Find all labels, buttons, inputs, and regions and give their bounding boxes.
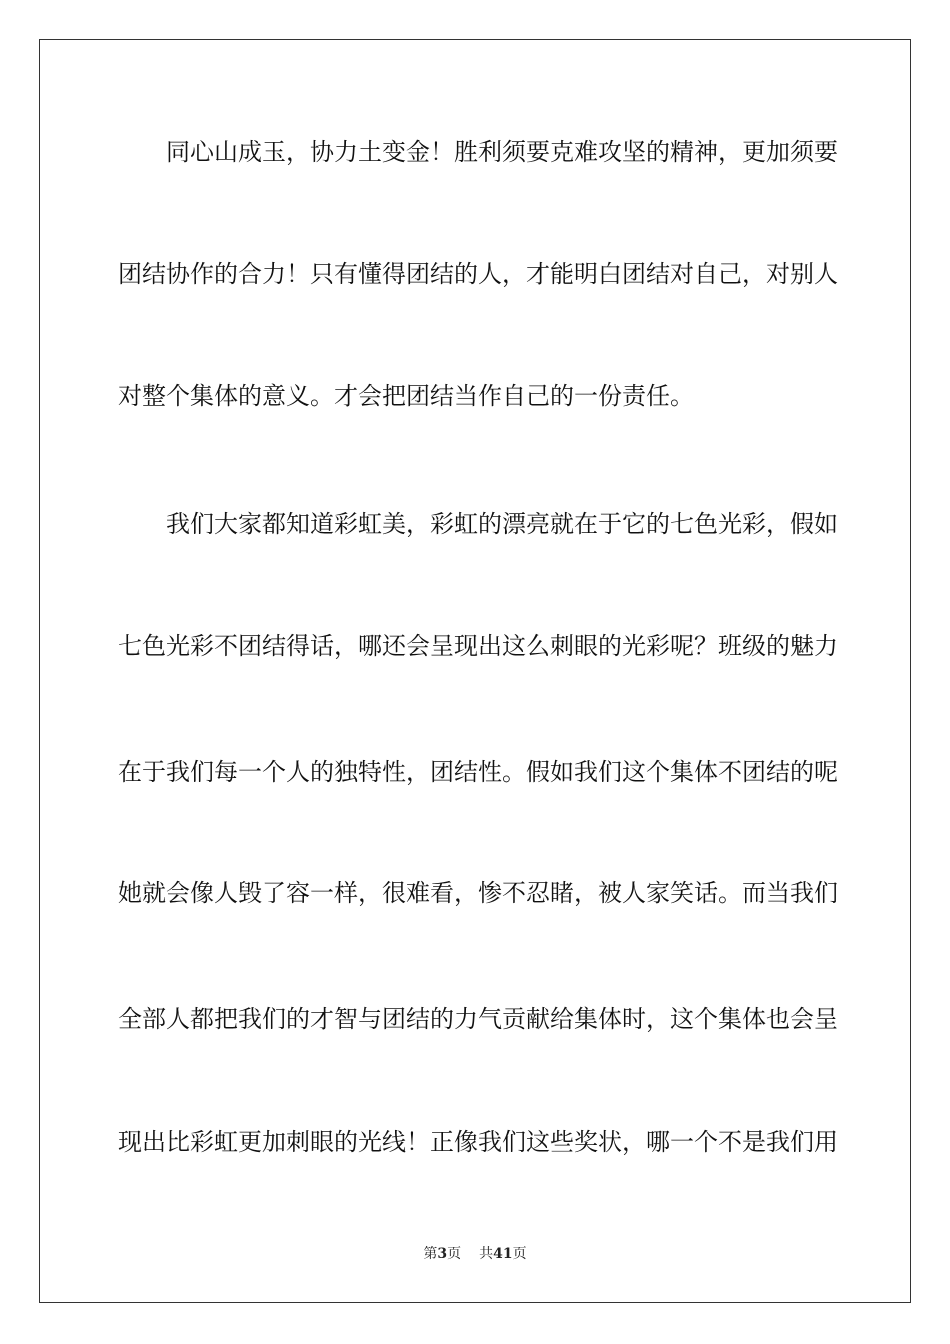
page-prefix: 第	[423, 1246, 438, 1262]
paragraph-2-line-6: 现出比彩虹更加刺眼的光线！正像我们这些奖状，哪一个不是我们用	[118, 1128, 838, 1156]
paragraph-1-line-1: 同心山成玉，协力土变金！胜利须要克难攻坚的精神，更加须要	[166, 138, 838, 166]
total-prefix: 共	[479, 1246, 494, 1262]
page-suffix: 页	[447, 1246, 462, 1262]
paragraph-2-line-3: 在于我们每一个人的独特性，团结性。假如我们这个集体不团结的呢	[118, 758, 838, 786]
paragraph-2-line-4: 她就会像人毁了容一样，很难看，惨不忍睹，被人家笑话。而当我们	[118, 879, 838, 907]
page-border	[39, 39, 911, 1303]
total-pages: 41	[493, 1246, 513, 1262]
total-suffix: 页	[512, 1246, 527, 1262]
paragraph-1-line-3: 对整个集体的意义。才会把团结当作自己的一份责任。	[118, 382, 694, 410]
paragraph-2-line-5: 全部人都把我们的才智与团结的力气贡献给集体时，这个集体也会呈	[118, 1005, 838, 1033]
paragraph-2-line-1: 我们大家都知道彩虹美，彩虹的漂亮就在于它的七色光彩，假如	[166, 510, 838, 538]
page-number: 3	[437, 1246, 448, 1262]
paragraph-1-line-2: 团结协作的合力！只有懂得团结的人，才能明白团结对自己，对别人	[118, 260, 838, 288]
page-footer	[0, 1244, 950, 1264]
paragraph-2-line-2: 七色光彩不团结得话，哪还会呈现出这么刺眼的光彩呢？班级的魅力	[118, 632, 838, 660]
